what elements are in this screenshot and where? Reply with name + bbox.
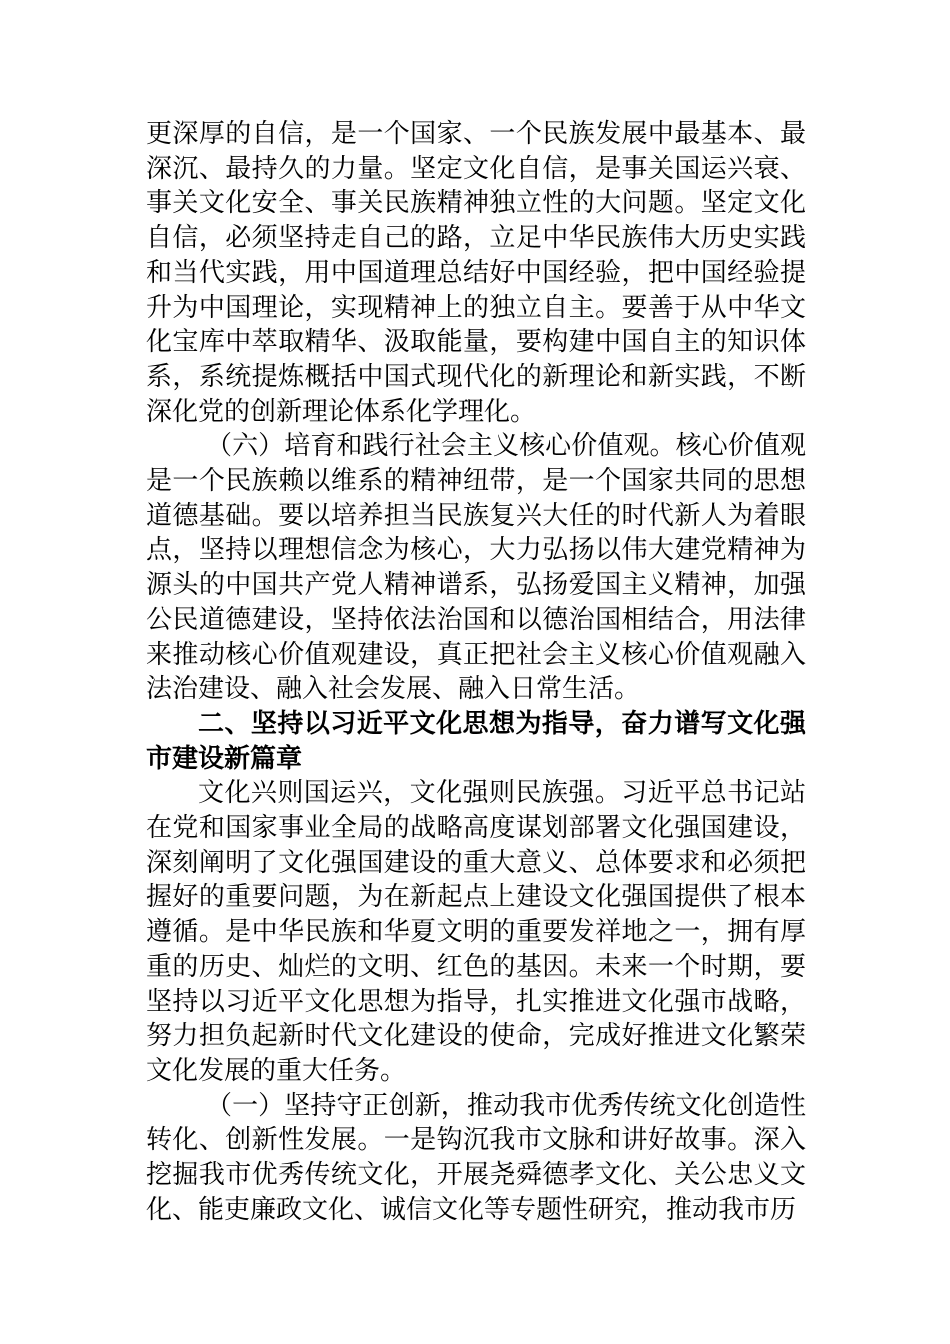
paragraph-core-values: （六）培育和践行社会主义核心价值观。核心价值观是一个民族赖以维系的精神纽带，是一个国家共同的思想道德基础。要以培养担当民族复兴大任的时代新人为着眼点，坚持以理想信念为核心，大力弘扬以伟大建党精神为源头的中国共产党人精神谱系，弘扬爱国主义精神，加强公民道德建设，坚持依法治国和以德治国相结合，用法律来推动核心价值观建设，真正把社会主义核心价值观融入法治建设、融入社会发展、融入日常生活。 xyxy=(146,431,806,705)
paragraph-innovation: （一）坚持守正创新，推动我市优秀传统文化创造性转化、创新性发展。一是钩沉我市文脉和讲好故事。深入挖掘我市优秀传统文化，开展尧舜德孝文化、关公忠义文化、能吏廉政文化、诚信文化等专题性研究，推动我市历 xyxy=(146,1090,806,1225)
document-page xyxy=(146,117,806,1228)
section-heading-2: 二、坚持以习近平文化思想为指导，奋力谱写文化强市建设新篇章 xyxy=(146,708,806,774)
paragraph-cultural-confidence: 更深厚的自信，是一个国家、一个民族发展中最基本、最深沉、最持久的力量。坚定文化自信，是事关国运兴衰、事关文化安全、事关民族精神独立性的大问题。坚定文化自信，必须坚持走自己的路，立足中华民族伟大历史实践和当代实践，用中国道理总结好中国经验，把中国经验提升为中国理论，实现精神上的独立自主。要善于从中华文化宝库中萃取精华、汲取能量，要构建中国自主的知识体系，系统提炼概括中国式现代化的新理论和新实践，不断深化党的创新理论体系化学理化。 xyxy=(146,119,806,427)
paragraph-cultural-strong-city: 文化兴则国运兴，文化强则民族强。习近平总书记站在党和国家事业全局的战略高度谋划部署文化强国建设，深刻阐明了文化强国建设的重大意义、总体要求和必须把握好的重要问题，为在新起点上建设文化强国提供了根本遵循。是中华民族和华夏文明的重要发祥地之一，拥有厚重的历史、灿烂的文明、红色的基因。未来一个时期，要坚持以习近平文化思想为指导，扎实推进文化强市战略，努力担负起新时代文化建设的使命，完成好推进文化繁荣文化发展的重大任务。 xyxy=(146,778,806,1086)
